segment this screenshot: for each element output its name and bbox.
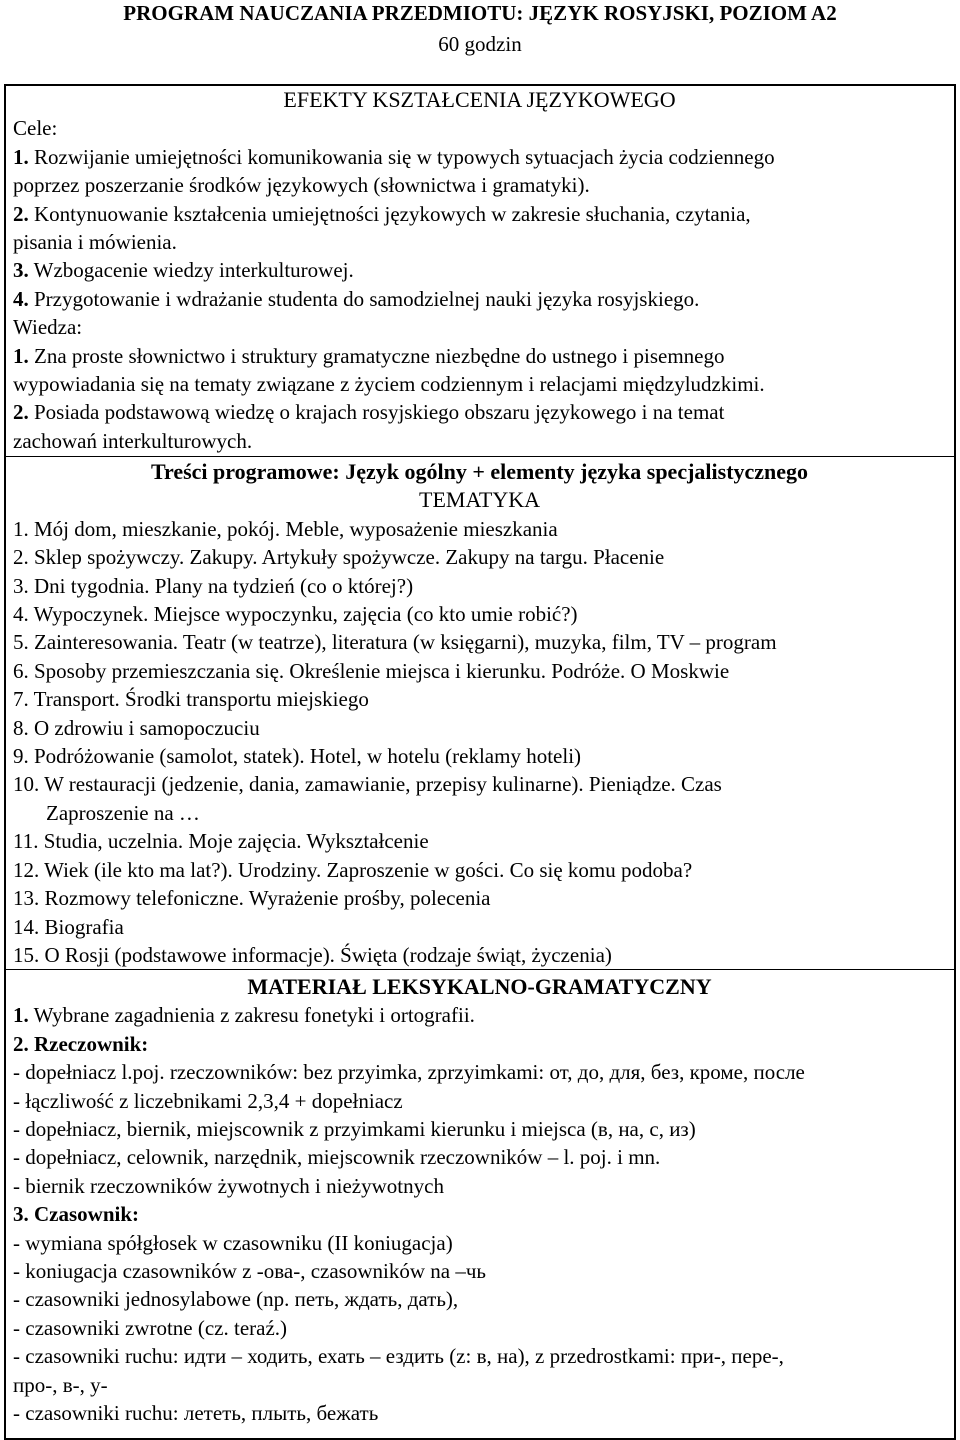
wiedza-item <box>13 370 946 398</box>
topic-item: 2. Sklep spożywczy. Zakupy. Artykuły spożywcze. Zakupy na targu. Płacenie <box>13 545 665 570</box>
tresci-heading: Treści programowe: Język ogólny + elementy języka specjalistycznego <box>150 459 809 484</box>
rzeczownik-list <box>13 1058 946 1200</box>
topic-item: Zaproszenie na … <box>46 800 200 825</box>
wiedza-label: Wiedza: <box>13 315 83 340</box>
cele-item <box>13 200 946 228</box>
cele-item-text: pisania i mówienia. <box>13 230 177 255</box>
topic-item: 12. Wiek (ile kto ma lat?). Urodziny. Zaproszenie w gości. Co się komu podoba? <box>13 857 693 882</box>
czasownik-item: - czasowniki zwrotne (cz. teraź.) <box>13 1315 288 1340</box>
cele-item-number: 3. <box>13 258 29 283</box>
cele-label: Cele: <box>13 116 58 141</box>
program-table <box>4 84 956 1440</box>
cele-item-text: Rozwijanie umiejętności komunikowania się w typowych sytuacjach życia codziennego <box>28 144 775 169</box>
rzeczownik-item: - biernik rzeczowników żywotnych i nieżywotnych <box>13 1173 444 1198</box>
tematyka-heading: TEMATYKA <box>419 487 540 513</box>
material-item-1 <box>13 1001 946 1029</box>
topic-item: 5. Zainteresowania. Teatr (w teatrze), literatura (w księgarni), muzyka, film, TV – program <box>13 630 777 655</box>
document-title: PROGRAM NAUCZANIA PRZEDMIOTU: JĘZYK ROSYJSKI, POZIOM A2 <box>123 1 837 25</box>
topic-item: 7. Transport. Środki transportu miejskiego <box>13 687 369 712</box>
czasownik-list <box>13 1229 946 1428</box>
cele-item-text: Wzbogacenie wiedzy interkulturowej. <box>28 258 354 283</box>
wiedza-item-text: Zna proste słownictwo i struktury gramatyczne niezbędne do ustnego i pisemnego <box>28 343 725 368</box>
material-item-1-text: Wybrane zagadnienia z zakresu fonetyki i ortografii. <box>28 1003 475 1028</box>
topic-item: 4. Wypoczynek. Miejsce wypoczynku, zajęcia (co kto umie robić?) <box>13 602 578 627</box>
czasownik-item: - czasowniki ruchu: лететь, плыть, бежать <box>13 1401 379 1426</box>
topic-item: 8. O zdrowiu i samopoczuciu <box>13 715 260 740</box>
rzeczownik-item: - dopełniacz l.poj. rzeczowników: bez przyimka, zprzyimkami: от, до, для, без, кроме, после <box>13 1060 805 1085</box>
material-item-1-number: 1. <box>13 1003 29 1028</box>
wiedza-item-number: 1. <box>13 343 29 368</box>
cele-item <box>13 256 946 284</box>
topic-item: 3. Dni tygodnia. Plany na tydzień (co o której?) <box>13 573 414 598</box>
cele-list <box>13 143 946 313</box>
cele-item-number: 4. <box>13 286 29 311</box>
cele-item-number: 1. <box>13 144 29 169</box>
tresci-section <box>6 457 954 970</box>
document-subtitle: 60 godzin <box>438 32 522 56</box>
topic-item: 13. Rozmowy telefoniczne. Wyrażenie prośby, polecenia <box>13 886 491 911</box>
wiedza-list <box>13 342 946 456</box>
topic-item: 14. Biografia <box>13 914 124 939</box>
rzeczownik-item: - dopełniacz, celownik, narzędnik, miejscownik rzeczowników – l. poj. i mn. <box>13 1145 661 1170</box>
topic-item: 9. Podróżowanie (samolot, statek). Hotel, w hotelu (reklamy hoteli) <box>13 744 582 769</box>
cele-item <box>13 228 946 256</box>
cele-item <box>13 143 946 171</box>
topics-list <box>13 515 946 970</box>
czasownik-item: - koniugacja czasowników z -ова-, czasowników na –чь <box>13 1259 486 1284</box>
rzeczownik-label: 2. Rzeczownik: <box>13 1031 149 1056</box>
material-section <box>6 970 954 1428</box>
wiedza-item-text: zachowań interkulturowych. <box>13 428 253 453</box>
rzeczownik-item: - dopełniacz, biernik, miejscownik z przyimkami kierunku i miejsca (в, на, с, из) <box>13 1117 696 1142</box>
czasownik-item: - czasowniki ruchu: идти – ходить, ехать – ездить (z: в, на), z przedrostkami: при-, пере-, <box>13 1344 784 1369</box>
efekty-heading: EFEKTY KSZTAŁCENIA JĘZYKOWEGO <box>283 87 676 112</box>
cele-item <box>13 285 946 313</box>
cele-item <box>13 171 946 199</box>
wiedza-item-text: Posiada podstawową wiedzę o krajach rosyjskiego obszaru językowego i na temat <box>28 400 725 425</box>
topic-item: 10. W restauracji (jedzenie, dania, zamawianie, przepisy kulinarne). Pieniądze. Czas <box>13 772 722 797</box>
topic-item: 11. Studia, uczelnia. Moje zajęcia. Wykształcenie <box>13 829 429 854</box>
material-heading: MATERIAŁ LEKSYKALNO-GRAMATYCZNY <box>247 974 712 999</box>
cele-item-text: Kontynuowanie kształcenia umiejętności językowych w zakresie słuchania, czytania, <box>28 201 751 226</box>
wiedza-item <box>13 427 946 455</box>
topic-item: 15. O Rosji (podstawowe informacje). Święta (rodzaje świąt, życzenia) <box>13 942 612 967</box>
cele-item-text: Przygotowanie i wdrażanie studenta do samodzielnej nauki języka rosyjskiego. <box>28 286 700 311</box>
wiedza-item <box>13 342 946 370</box>
cele-item-number: 2. <box>13 201 29 226</box>
czasownik-item: про-, в-, у- <box>13 1372 108 1397</box>
wiedza-item-text: wypowiadania się na tematy związane z życiem codziennym i relacjami międzyludzkimi. <box>13 372 765 397</box>
wiedza-item <box>13 398 946 426</box>
rzeczownik-item: - łączliwość z liczebnikami 2,3,4 + dopełniacz <box>13 1088 403 1113</box>
efekty-section <box>6 86 954 457</box>
wiedza-item-number: 2. <box>13 400 29 425</box>
czasownik-item: - czasowniki jednosylabowe (np. петь, ждать, дать), <box>13 1287 459 1312</box>
czasownik-label: 3. Czasownik: <box>13 1202 140 1227</box>
czasownik-item: - wymiana spółgłosek w czasowniku (II koniugacja) <box>13 1230 453 1255</box>
topic-item: 6. Sposoby przemieszczania się. Określenie miejsca i kierunku. Podróże. O Moskwie <box>13 658 730 683</box>
cele-item-text: poprzez poszerzanie środków językowych (słownictwa i gramatyki). <box>13 173 590 198</box>
topic-item: 1. Mój dom, mieszkanie, pokój. Meble, wyposażenie mieszkania <box>13 516 558 541</box>
